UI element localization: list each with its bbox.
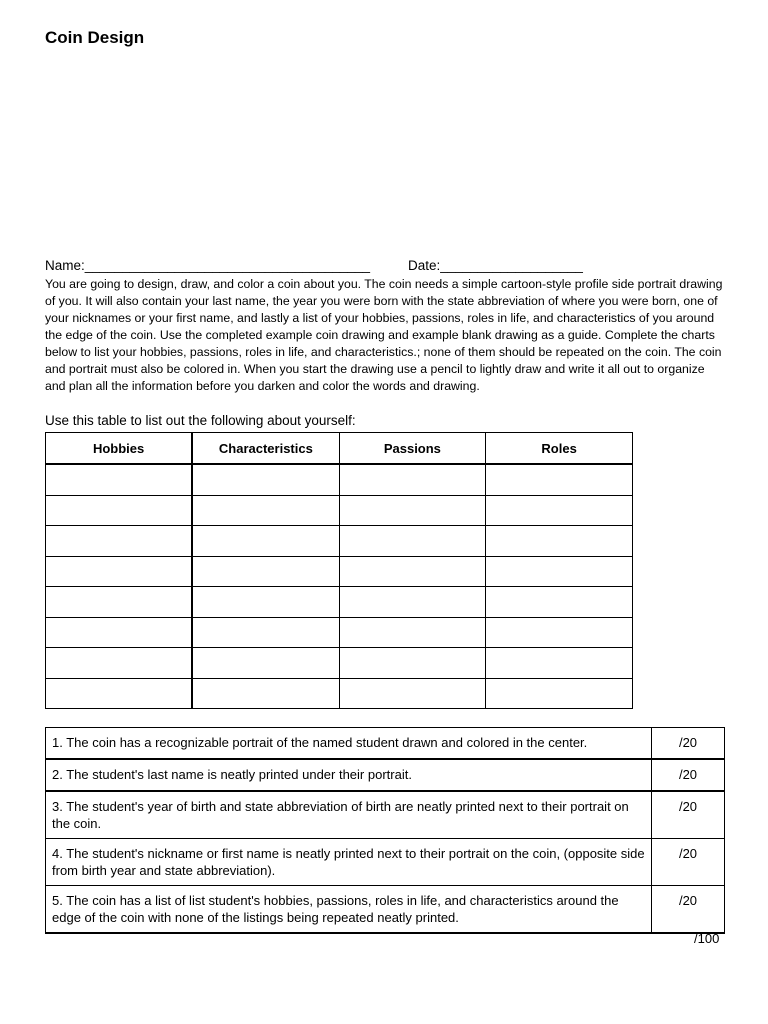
table-cell[interactable] bbox=[486, 495, 633, 526]
passions-header: Passions bbox=[339, 433, 486, 465]
table-cell[interactable] bbox=[486, 556, 633, 587]
date-field[interactable]: Date:___________________ bbox=[408, 258, 583, 273]
total-points: /100 bbox=[694, 931, 720, 946]
table-cell[interactable] bbox=[46, 678, 193, 709]
about-yourself-table bbox=[45, 432, 633, 709]
rubric-points: /20 bbox=[652, 728, 725, 760]
rubric-points: /20 bbox=[652, 886, 725, 934]
table-cell[interactable] bbox=[339, 678, 486, 709]
table-cell[interactable] bbox=[46, 648, 193, 679]
table-cell[interactable] bbox=[46, 617, 193, 648]
table-row bbox=[46, 556, 633, 587]
rubric-points: /20 bbox=[652, 759, 725, 791]
table-row bbox=[46, 617, 633, 648]
table-cell[interactable] bbox=[486, 526, 633, 557]
table-row bbox=[46, 495, 633, 526]
table-cell[interactable] bbox=[486, 648, 633, 679]
table-cell[interactable] bbox=[339, 587, 486, 618]
table-row bbox=[46, 648, 633, 679]
rubric-criterion: 1. The coin has a recognizable portrait of the named student drawn and colored in the center. bbox=[46, 728, 652, 760]
table-cell[interactable] bbox=[46, 526, 193, 557]
characteristics-header: Characteristics bbox=[192, 433, 339, 465]
rubric-row bbox=[46, 839, 725, 886]
table-cell[interactable] bbox=[46, 556, 193, 587]
table-cell[interactable] bbox=[339, 495, 486, 526]
table-cell[interactable] bbox=[192, 464, 339, 495]
table-cell[interactable] bbox=[339, 617, 486, 648]
rubric-criterion: 3. The student's year of birth and state abbreviation of birth are neatly printed next to their portrait on the coin. bbox=[46, 791, 652, 839]
rubric-points: /20 bbox=[652, 791, 725, 839]
table-cell[interactable] bbox=[192, 617, 339, 648]
rubric-criterion: 5. The coin has a list of list student's hobbies, passions, roles in life, and characteristics around the edge of the coin with none of the listings being repeated neatly printed. bbox=[46, 886, 652, 934]
table-cell[interactable] bbox=[339, 556, 486, 587]
rubric-row bbox=[46, 759, 725, 791]
table-row bbox=[46, 587, 633, 618]
page-title: Coin Design bbox=[45, 28, 145, 47]
rubric-criterion: 2. The student's last name is neatly printed under their portrait. bbox=[46, 759, 652, 791]
table-row bbox=[46, 526, 633, 557]
table-cell[interactable] bbox=[192, 648, 339, 679]
table-row bbox=[46, 678, 633, 709]
table-cell[interactable] bbox=[339, 464, 486, 495]
table-cell[interactable] bbox=[486, 678, 633, 709]
table-cell[interactable] bbox=[339, 526, 486, 557]
table-cell[interactable] bbox=[486, 617, 633, 648]
table-cell[interactable] bbox=[46, 587, 193, 618]
table-header-row bbox=[46, 433, 633, 465]
table-cell[interactable] bbox=[46, 495, 193, 526]
hobbies-header: Hobbies bbox=[46, 433, 193, 465]
instructions-paragraph: You are going to design, draw, and color a coin about you. The coin needs a simple cartoon-style profile side portrait drawing of you. It will also contain your last name, the year you were born with the state abbreviation of where you were born, one of your nicknames or your first name, and lastly a list of your hobbies, passions, roles in life, and characteristics of you around the edge of the coin. Use the completed example coin drawing and example blank drawing as a guide. Complete the charts below to list your hobbies, passions, roles in life, and characteristics.; none of them should be repeated on the coin. The coin and portrait must also be colored in. When you start the drawing use a pencil to lightly draw and write it all out to organize and plan all the information before you darken and color the words and drawing. bbox=[45, 277, 723, 393]
table-cell[interactable] bbox=[192, 678, 339, 709]
name-field[interactable]: Name:______________________________________ bbox=[45, 258, 371, 273]
table-cell[interactable] bbox=[192, 495, 339, 526]
rubric-row bbox=[46, 886, 725, 934]
table-cell[interactable] bbox=[339, 648, 486, 679]
roles-header: Roles bbox=[486, 433, 633, 465]
rubric-points: /20 bbox=[652, 839, 725, 886]
table-cell[interactable] bbox=[192, 556, 339, 587]
table-cell[interactable] bbox=[192, 526, 339, 557]
table-row bbox=[46, 464, 633, 495]
table-cell[interactable] bbox=[486, 587, 633, 618]
grading-rubric-table bbox=[45, 727, 725, 934]
table-intro-text: Use this table to list out the following about yourself: bbox=[45, 413, 356, 428]
table-cell[interactable] bbox=[192, 587, 339, 618]
table-cell[interactable] bbox=[46, 464, 193, 495]
rubric-row bbox=[46, 728, 725, 760]
table-cell[interactable] bbox=[486, 464, 633, 495]
rubric-row bbox=[46, 791, 725, 839]
rubric-criterion: 4. The student's nickname or first name is neatly printed next to their portrait on the coin, (opposite side from birth year and state abbreviation). bbox=[46, 839, 652, 886]
